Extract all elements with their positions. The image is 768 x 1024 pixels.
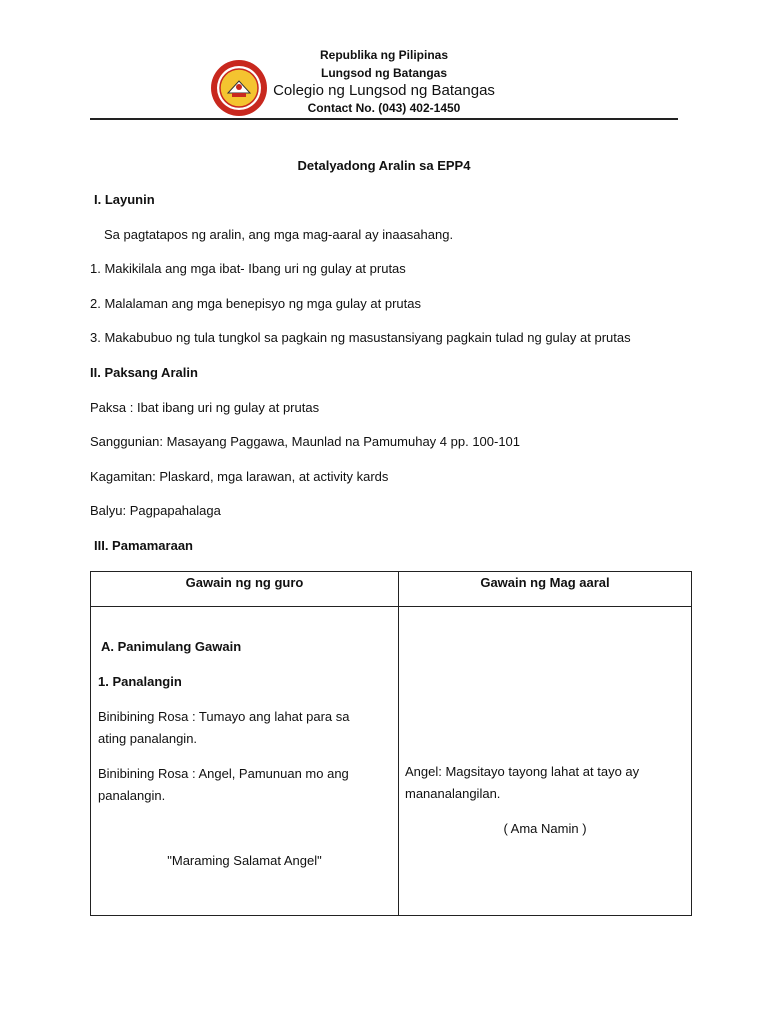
guro-line-2a: Binibining Rosa : Angel, Pamunuan mo ang bbox=[98, 766, 349, 781]
kagamitan-text: Kagamitan: Plaskard, mga larawan, at activity kards bbox=[90, 469, 389, 484]
table-header-divider bbox=[91, 606, 691, 607]
panalangin-step: 1. Panalangin bbox=[98, 674, 182, 689]
ama-namin-prayer: ( Ama Namin ) bbox=[503, 821, 587, 836]
layunin-intro: Sa pagtatapos ng aralin, ang mga mag-aaral ay inaasahang. bbox=[104, 227, 454, 242]
lesson-table bbox=[90, 571, 692, 916]
page-title: Detalyadong Aralin sa EPP4 bbox=[297, 158, 471, 173]
balyu-text: Balyu: Pagpapahalaga bbox=[90, 503, 221, 518]
layunin-item-1: 1. Makikilala ang mga ibat- Ibang uri ng gulay at prutas bbox=[90, 261, 406, 276]
section-pamamaraan-heading: III. Pamamaraan bbox=[94, 538, 193, 553]
guro-line-1b: ating panalangin. bbox=[98, 731, 198, 746]
guro-line-1a: Binibining Rosa : Tumayo ang lahat para sa bbox=[98, 709, 350, 724]
header-city: Lungsod ng Batangas bbox=[321, 66, 447, 80]
panimulang-gawain-heading: A. Panimulang Gawain bbox=[101, 639, 242, 654]
table-header-mag-aaral: Gawain ng Mag aaral bbox=[480, 575, 610, 590]
layunin-item-3: 3. Makabubuo ng tula tungkol sa pagkain ng masustansiyang pagkain tulad ng gulay at prutas bbox=[90, 330, 631, 345]
header-school-name: Colegio ng Lungsod ng Batangas bbox=[273, 82, 495, 99]
section-layunin-heading: I. Layunin bbox=[94, 192, 155, 207]
table-column-divider bbox=[398, 572, 399, 915]
section-paksang-aralin-heading: II. Paksang Aralin bbox=[90, 365, 198, 380]
paksa-text: Paksa : Ibat ibang uri ng gulay at prutas bbox=[90, 400, 320, 415]
sanggunian-text: Sanggunian: Masayang Paggawa, Maunlad na Pamumuhay 4 pp. 100-101 bbox=[90, 434, 521, 449]
guro-line-2b: panalangin. bbox=[98, 788, 166, 803]
header-republic: Republika ng Pilipinas bbox=[319, 48, 449, 62]
header-contact: Contact No. (043) 402-1450 bbox=[307, 101, 461, 115]
table-header-guro: Gawain ng ng guro bbox=[185, 575, 304, 590]
layunin-item-2: 2. Malalaman ang mga benepisyo ng mga gulay at prutas bbox=[90, 296, 421, 311]
angel-line-1b: mananalangilan. bbox=[405, 786, 501, 801]
angel-line-1a: Angel: Magsitayo tayong lahat at tayo ay bbox=[405, 764, 640, 779]
header-divider bbox=[90, 118, 678, 120]
guro-thanks: "Maraming Salamat Angel" bbox=[167, 853, 322, 868]
